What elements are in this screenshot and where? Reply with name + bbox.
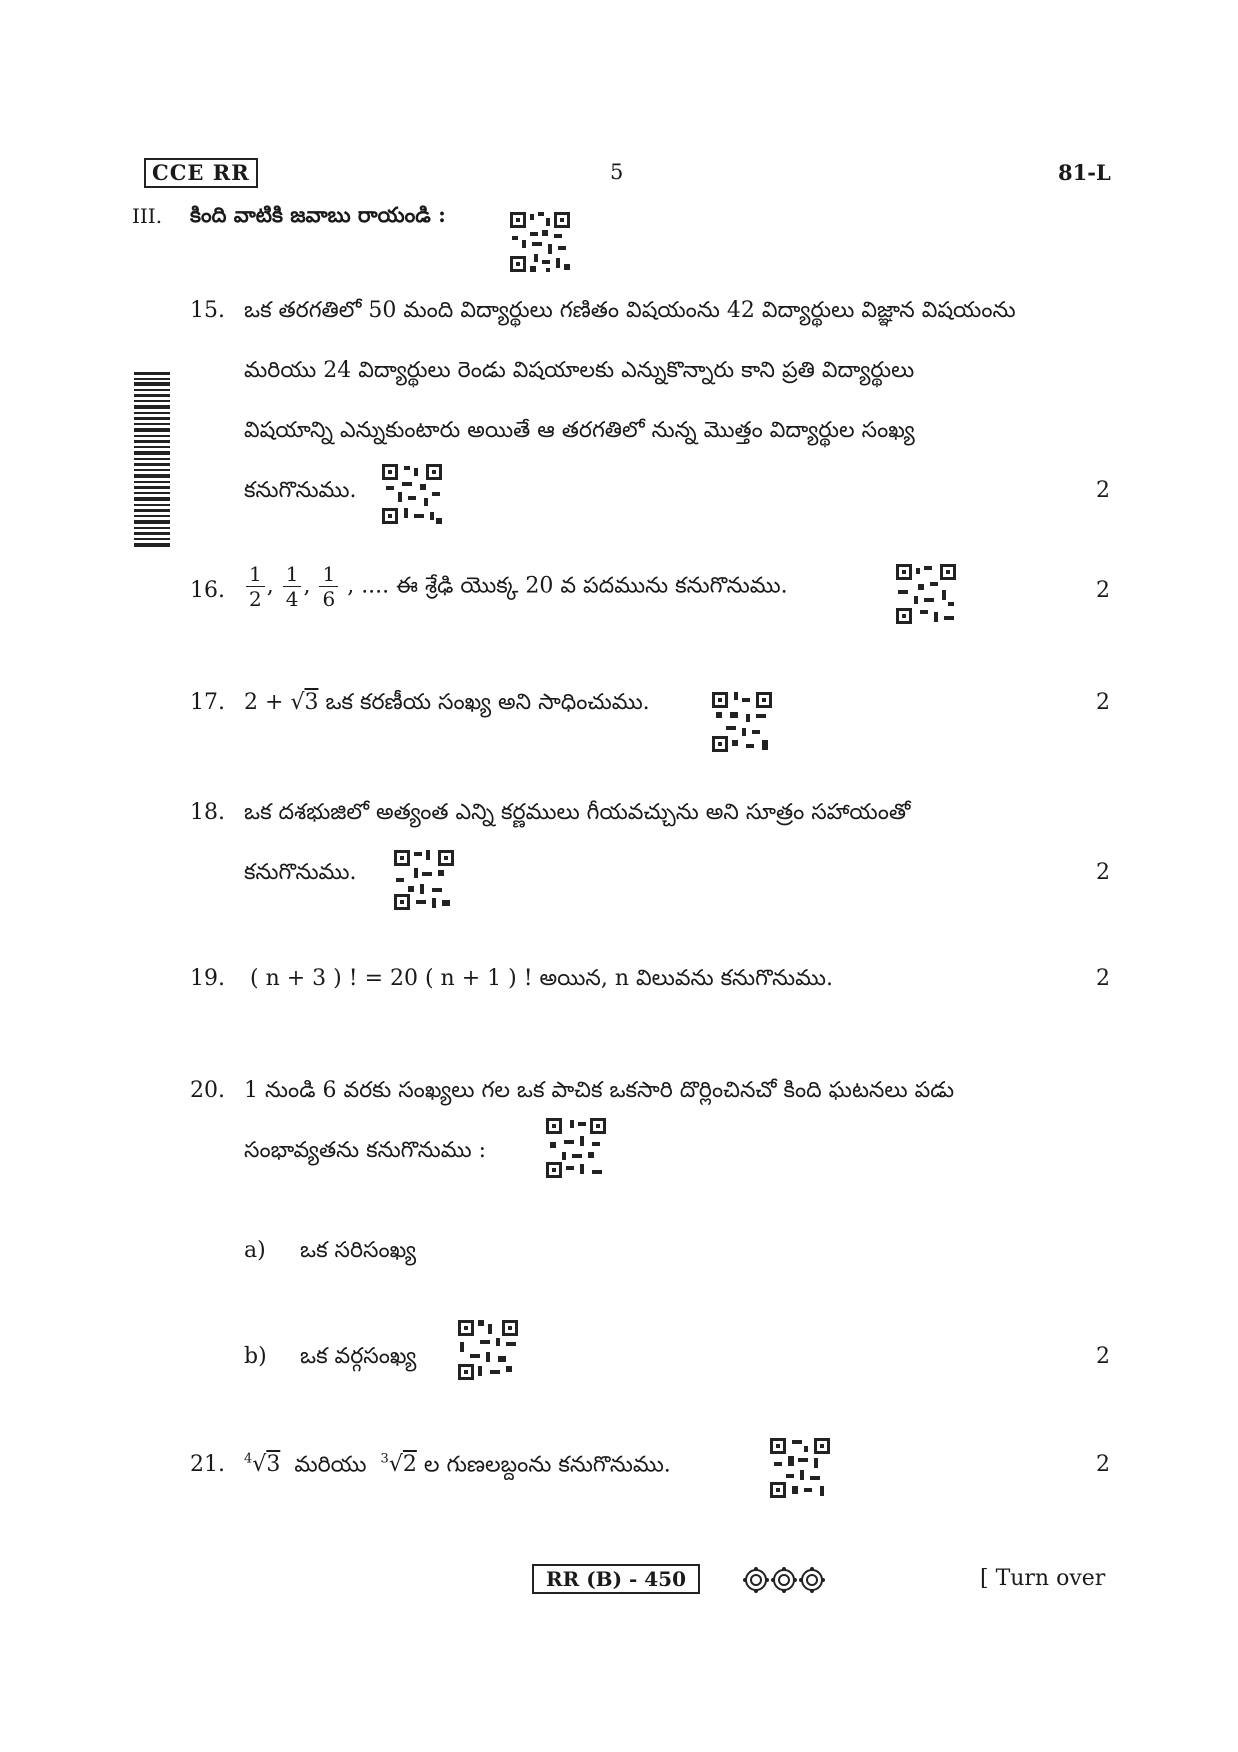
question-16-text: , .... ఈ శ్రేఢి యొక్క 20 వ పదమును కనుగొనుము. <box>347 573 788 599</box>
question-17-expression: 2 + √3 ఒక కరణీయ సంఖ్య అని సాధించుము. <box>244 690 650 715</box>
question-20-number: 20. <box>190 1078 225 1103</box>
question-15-number: 15. <box>190 298 225 323</box>
section-title: కింది వాటికి జవాబు రాయండి : <box>190 202 446 227</box>
question-20-part-a-text: ఒక సరిసంఖ్య <box>300 1238 417 1263</box>
question-15-marks: 2 <box>1096 478 1110 503</box>
question-18-number: 18. <box>190 800 225 825</box>
question-18-marks: 2 <box>1096 860 1110 885</box>
question-15-line-4: కనుగొనుము. <box>244 478 357 503</box>
section-number: III. <box>132 204 163 228</box>
question-19-number: 19. <box>190 966 225 991</box>
turn-over-label: [ Turn over <box>980 1566 1106 1591</box>
qr-code-icon <box>710 690 774 754</box>
header-code: CCE RR <box>144 158 258 188</box>
question-20-part-a-label: a) <box>244 1238 266 1263</box>
question-17-number: 17. <box>190 690 225 715</box>
fourth-root: $^4$√3 <box>244 1452 281 1478</box>
question-20-line-1: 1 నుండి 6 వరకు సంఖ్యలు గల ఒక పాచిక ఒకసారి దొర్లించినచో కింది ఘటనలు పడు <box>244 1078 955 1103</box>
footer-code: RR (B) - 450 <box>532 1564 700 1594</box>
page-number: 5 <box>610 160 624 184</box>
question-15-line-1: ఒక తరగతిలో 50 మంది విద్యార్థులు గణితం విషయంను 42 విద్యార్థులు విజ్ఞాన విషయంను <box>244 298 1016 323</box>
barcode-icon <box>134 372 170 548</box>
question-21-text: ల గుణలబ్దంను కనుగొనుము. <box>423 1452 671 1478</box>
question-20-part-b-text: ఒక వర్గసంఖ్య <box>300 1344 417 1369</box>
qr-code-icon <box>380 462 444 526</box>
question-18-line-1: ఒక దశభుజిలో అత్యంత ఎన్ని కర్ణములు గీయవచ్చును అని సూత్రం సహాయంతో <box>244 800 911 825</box>
question-15-line-3: విషయాన్ని ఎన్నుకుంటారు అయితే ఆ తరగతిలో నున్న మొత్తం విద్యార్థుల సంఖ్య <box>244 418 915 443</box>
cube-root: $^3$√2 <box>380 1452 417 1478</box>
qr-code-icon <box>456 1318 520 1382</box>
question-21-marks: 2 <box>1096 1452 1110 1477</box>
rosette-ornament-icon <box>742 1566 826 1594</box>
question-19-text: ( n + 3 ) ! = 20 ( n + 1 ) ! అయిన, n విలువను కనుగొనుము. <box>250 966 834 991</box>
question-17-text: ఒక కరణీయ సంఖ్య అని సాధించుము. <box>325 690 650 715</box>
qr-code-icon <box>544 1116 608 1180</box>
qr-code-icon <box>768 1436 832 1500</box>
paper-code: 81-L <box>1058 160 1111 185</box>
question-16-expression: $\frac{1}{2}$ , $\frac{1}{4}$ , $\frac{1}{6}$ , .... ఈ శ్రేఢి యొక్క 20 వ పదమును కనుగొనుము. <box>244 562 788 611</box>
question-16-marks: 2 <box>1096 578 1110 603</box>
fraction: $\frac{1}{2}$ <box>246 562 265 611</box>
question-20-line-2: సంభావ్యతను కనుగొనుము : <box>244 1138 486 1163</box>
qr-code-icon <box>508 210 572 274</box>
question-15-line-2: మరియు 24 విద్యార్థులు రెండు విషయాలకు ఎన్నుకొన్నారు కాని ప్రతి విద్యార్థులు <box>244 358 915 383</box>
fraction: $\frac{1}{4}$ <box>283 562 302 611</box>
question-20-marks: 2 <box>1096 1344 1110 1369</box>
qr-code-icon <box>894 562 958 626</box>
question-16-number: 16. <box>190 578 225 603</box>
question-19-marks: 2 <box>1096 966 1110 991</box>
fraction: $\frac{1}{6}$ <box>319 562 338 611</box>
qr-code-icon <box>392 848 456 912</box>
question-21-expression: $^4$√3 మరియు $^3$√2 ల గుణలబ్దంను కనుగొనుము. <box>244 1452 671 1478</box>
question-17-marks: 2 <box>1096 690 1110 715</box>
question-18-line-2: కనుగొనుము. <box>244 860 357 885</box>
question-21-number: 21. <box>190 1452 225 1477</box>
radicand: 3 <box>304 690 319 715</box>
question-20-part-b-label: b) <box>244 1344 267 1369</box>
